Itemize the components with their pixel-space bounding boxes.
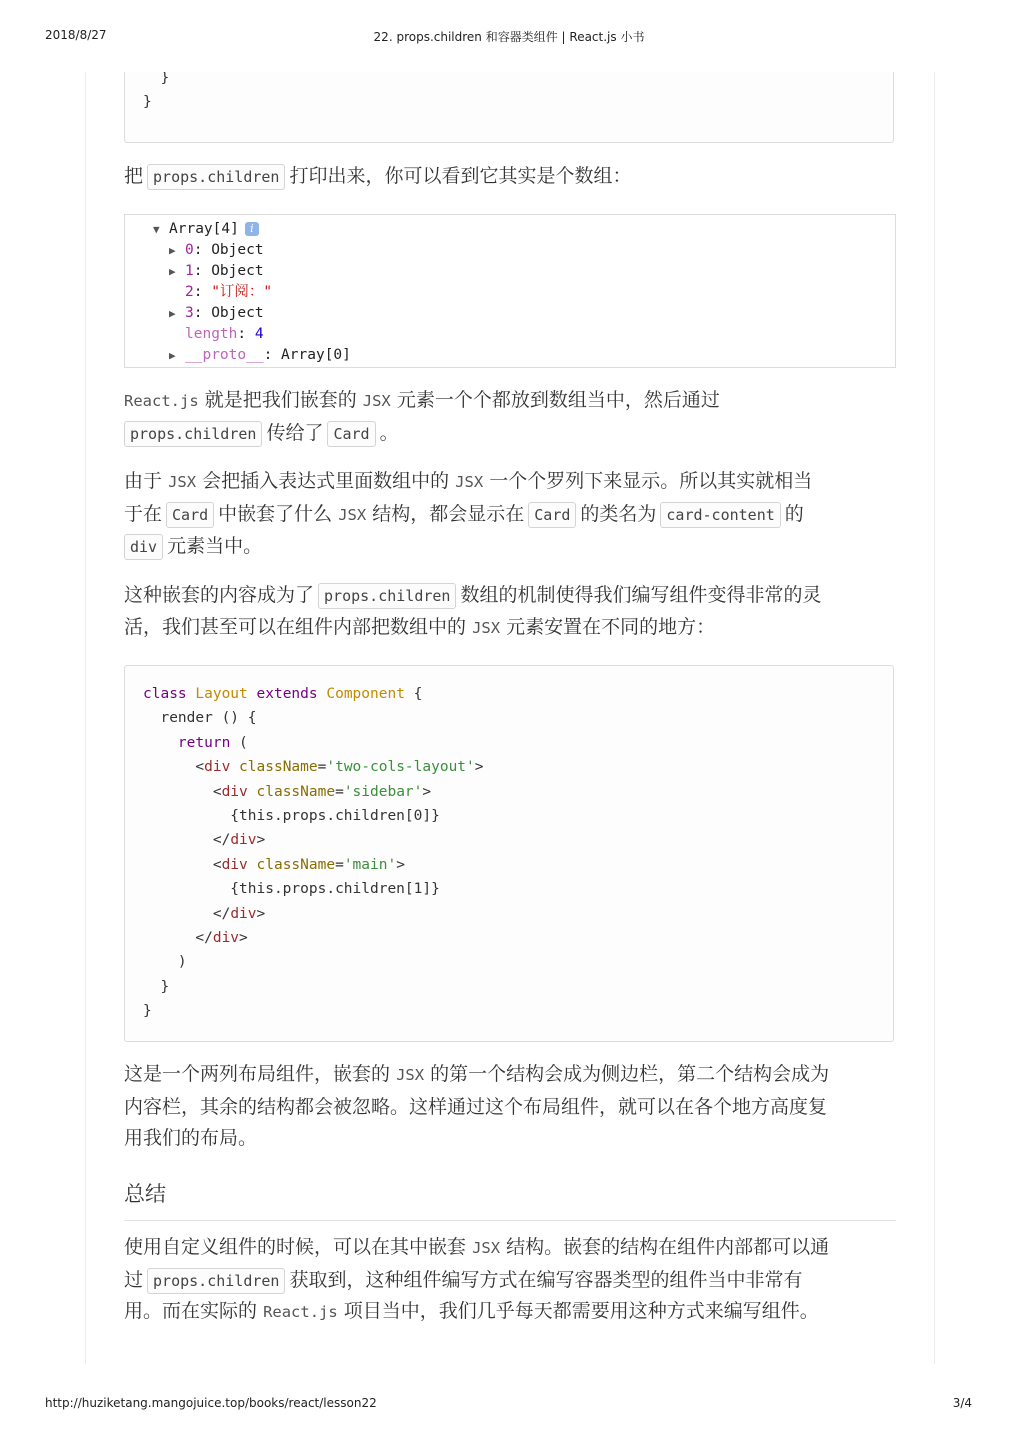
collapsed-triangle-icon: ▶ [169, 307, 176, 320]
section-divider [124, 1220, 896, 1221]
console-array-header[interactable]: ▼ Array[4] i [125, 219, 895, 240]
article-frame [85, 72, 935, 1364]
code-block-layout [124, 665, 894, 1042]
code-line: </div> [143, 929, 248, 946]
console-row[interactable]: ▶ 0: Object [125, 240, 895, 261]
print-title: 22. props.children 和容器类组件 | React.js 小书 [373, 30, 645, 44]
inline-code: props.children [124, 421, 262, 447]
print-url: http://huziketang.mangojuice.top/books/react/lesson22 [45, 1396, 377, 1410]
page-number: 3/4 [952, 1396, 972, 1410]
code-line: </div> [143, 905, 266, 922]
inline-code: Card [327, 421, 375, 447]
inline-code: props.children [147, 164, 285, 190]
console-row: 2: "订阅：" [185, 284, 273, 300]
print-footer [0, 1396, 1018, 1414]
code-line: <div className='sidebar'> [143, 783, 432, 800]
collapsed-triangle-icon: ▶ [169, 265, 176, 278]
code-line: } [143, 94, 152, 110]
paragraph-layout-explained: 这是一个两列布局组件，嵌套的 JSX 的第一个结构会成为侧边栏，第二个结构会成为 内容栏，其余的结构都会被忽略。这样通过这个布局组件，就可以在各个地方高度复 用我们的布局。 [124, 1063, 830, 1149]
print-date: 2018/8/27 [45, 28, 107, 42]
code-line: } [143, 72, 170, 86]
code-line: } [143, 1003, 152, 1020]
paragraph-react-array: React.js 就是把我们嵌套的 JSX 元素一个个都放到数组当中，然后通过 props.children 传给了 Card 。 [124, 385, 896, 449]
console-output-screenshot [124, 214, 896, 368]
paragraph-print-children: 把 props.children 打印出来，你可以看到它其实是个数组： [124, 161, 896, 193]
code-line: class Layout extends Component { [143, 686, 423, 702]
console-row[interactable]: ▶ 3: Object [125, 303, 895, 324]
collapsed-triangle-icon: ▶ [169, 244, 176, 257]
code-line: ) [143, 954, 187, 971]
code-line: {this.props.children[1]} [160, 881, 440, 898]
console-row: length: 4 [185, 326, 264, 342]
code-line: <div className='two-cols-layout'> [143, 759, 484, 776]
inline-code: div [124, 534, 163, 560]
print-header [0, 28, 1018, 46]
code-line: render () { [143, 710, 257, 727]
console-row[interactable]: ▶ 1: Object [125, 261, 895, 282]
code-line: } [143, 978, 170, 995]
code-line: return ( [177, 734, 248, 751]
inline-code: Card [166, 502, 214, 528]
paragraph-jsx-render: 由于 JSX 会把插入表达式里面数组中的 JSX 一个个罗列下来显示。所以其实就相当 于在 Card 中嵌套了什么 JSX 结构，都会显示在 Card 的类名为 card-content 的 div 元素当中。 [124, 466, 896, 563]
expanded-triangle-icon: ▼ [153, 223, 160, 236]
section-heading-summary: 总结 [124, 1182, 166, 1206]
inline-code: card-content [660, 502, 780, 528]
code-block-tail [124, 72, 894, 143]
console-row[interactable]: ▶ __proto__: Array[0] [125, 345, 895, 366]
collapsed-triangle-icon: ▶ [169, 349, 176, 362]
code-line: <div className='main'> [143, 856, 405, 873]
code-line: {this.props.children[0]} [160, 807, 440, 824]
inline-code: Card [528, 502, 576, 528]
inline-code: props.children [147, 1268, 285, 1294]
code-line: </div> [143, 832, 266, 849]
paragraph-summary: 使用自定义组件的时候，可以在其中嵌套 JSX 结构。嵌套的结构在组件内部都可以通 过 props.children 获取到，这种组件编写方式在编写容器类型的组件当中非常有 用。而在实际的 React.js 项目当中，我们几乎每天都需要用这种方式来编写组件。 [124, 1236, 830, 1322]
inline-code: props.children [318, 583, 456, 609]
paragraph-nesting-mechanism: 这种嵌套的内容成为了 props.children 数组的机制使得我们编写组件变得非常的灵 活，我们甚至可以在组件内部把数组中的 JSX 元素安置在不同的地方： [124, 584, 822, 638]
info-icon: i [245, 222, 259, 236]
